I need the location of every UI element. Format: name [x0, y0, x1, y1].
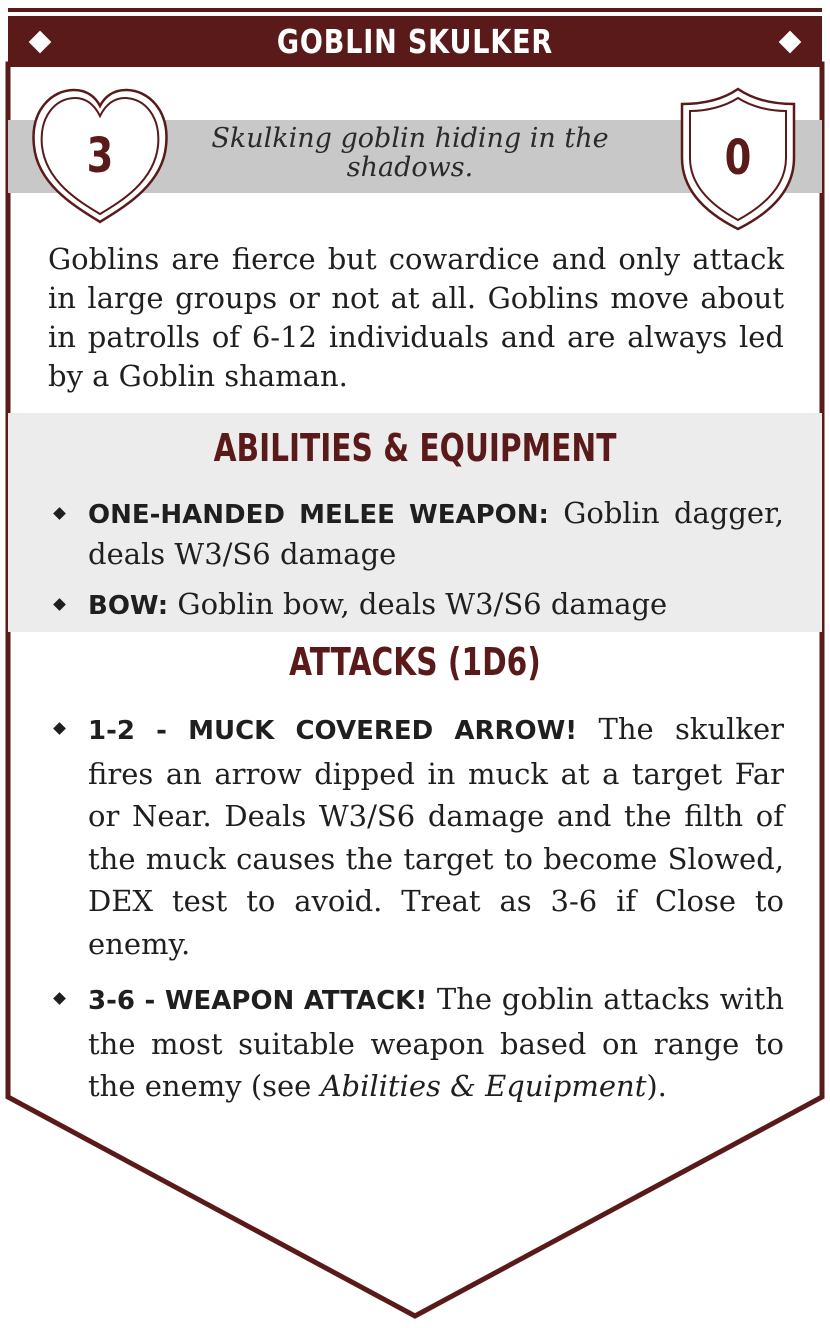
list-item [48, 708, 784, 965]
diamond-icon [779, 31, 802, 54]
attack-name: 1-2 - MUCK COVERED ARROW! [88, 716, 578, 746]
ability-text: Goblin dagger, deals W3/S6 damage [88, 496, 784, 571]
armor-stat [678, 86, 798, 232]
ability-name: BOW: [88, 591, 169, 621]
list-item [48, 494, 784, 574]
title-bar [8, 12, 822, 67]
ability-text: Goblin bow, deals W3/S6 damage [168, 587, 668, 621]
card-subtitle: Skulking goblin hiding in the shadows. [211, 123, 609, 183]
attack-text: The goblin attacks with the most suitable weapon based on range to the enemy (see [88, 982, 784, 1103]
card-title: GOBLIN SKULKER [276, 22, 554, 61]
abilities-list [48, 494, 784, 626]
armor-value: 0 [724, 130, 752, 186]
diamond-bullet-icon [53, 507, 66, 520]
attack-reference: Abilities & Equipment [320, 1069, 647, 1103]
health-value: 3 [86, 128, 114, 184]
attacks-heading: ATTACKS (1D6) [289, 640, 541, 684]
attacks-list [48, 708, 784, 1108]
card-description: Goblins are fierce but cowardice and only attack in large groups or not at all. Goblins move about in patrolls of 6-12 individuals and are always led by a Goblin shaman. [48, 242, 784, 393]
list-item [48, 585, 784, 626]
ability-name: ONE-HANDED MELEE WEAPON: [88, 500, 549, 530]
list-item [48, 978, 784, 1108]
attack-name: 3-6 - WEAPON ATTACK! [88, 986, 428, 1016]
diamond-bullet-icon [53, 598, 66, 611]
diamond-bullet-icon [53, 722, 66, 735]
diamond-bullet-icon [53, 992, 66, 1005]
attack-text: The skulker fires an arrow dipped in muck at a target Far or Near. Deals W3/S6 damage and the filth of the muck causes the target to become Slowed, DEX test to avoid. Treat as 3-6 if Close to enemy. [88, 712, 784, 961]
diamond-icon [29, 31, 52, 54]
health-stat [30, 86, 170, 228]
attack-text-tail: ). [646, 1069, 667, 1103]
abilities-heading: ABILITIES & EQUIPMENT [213, 426, 617, 470]
